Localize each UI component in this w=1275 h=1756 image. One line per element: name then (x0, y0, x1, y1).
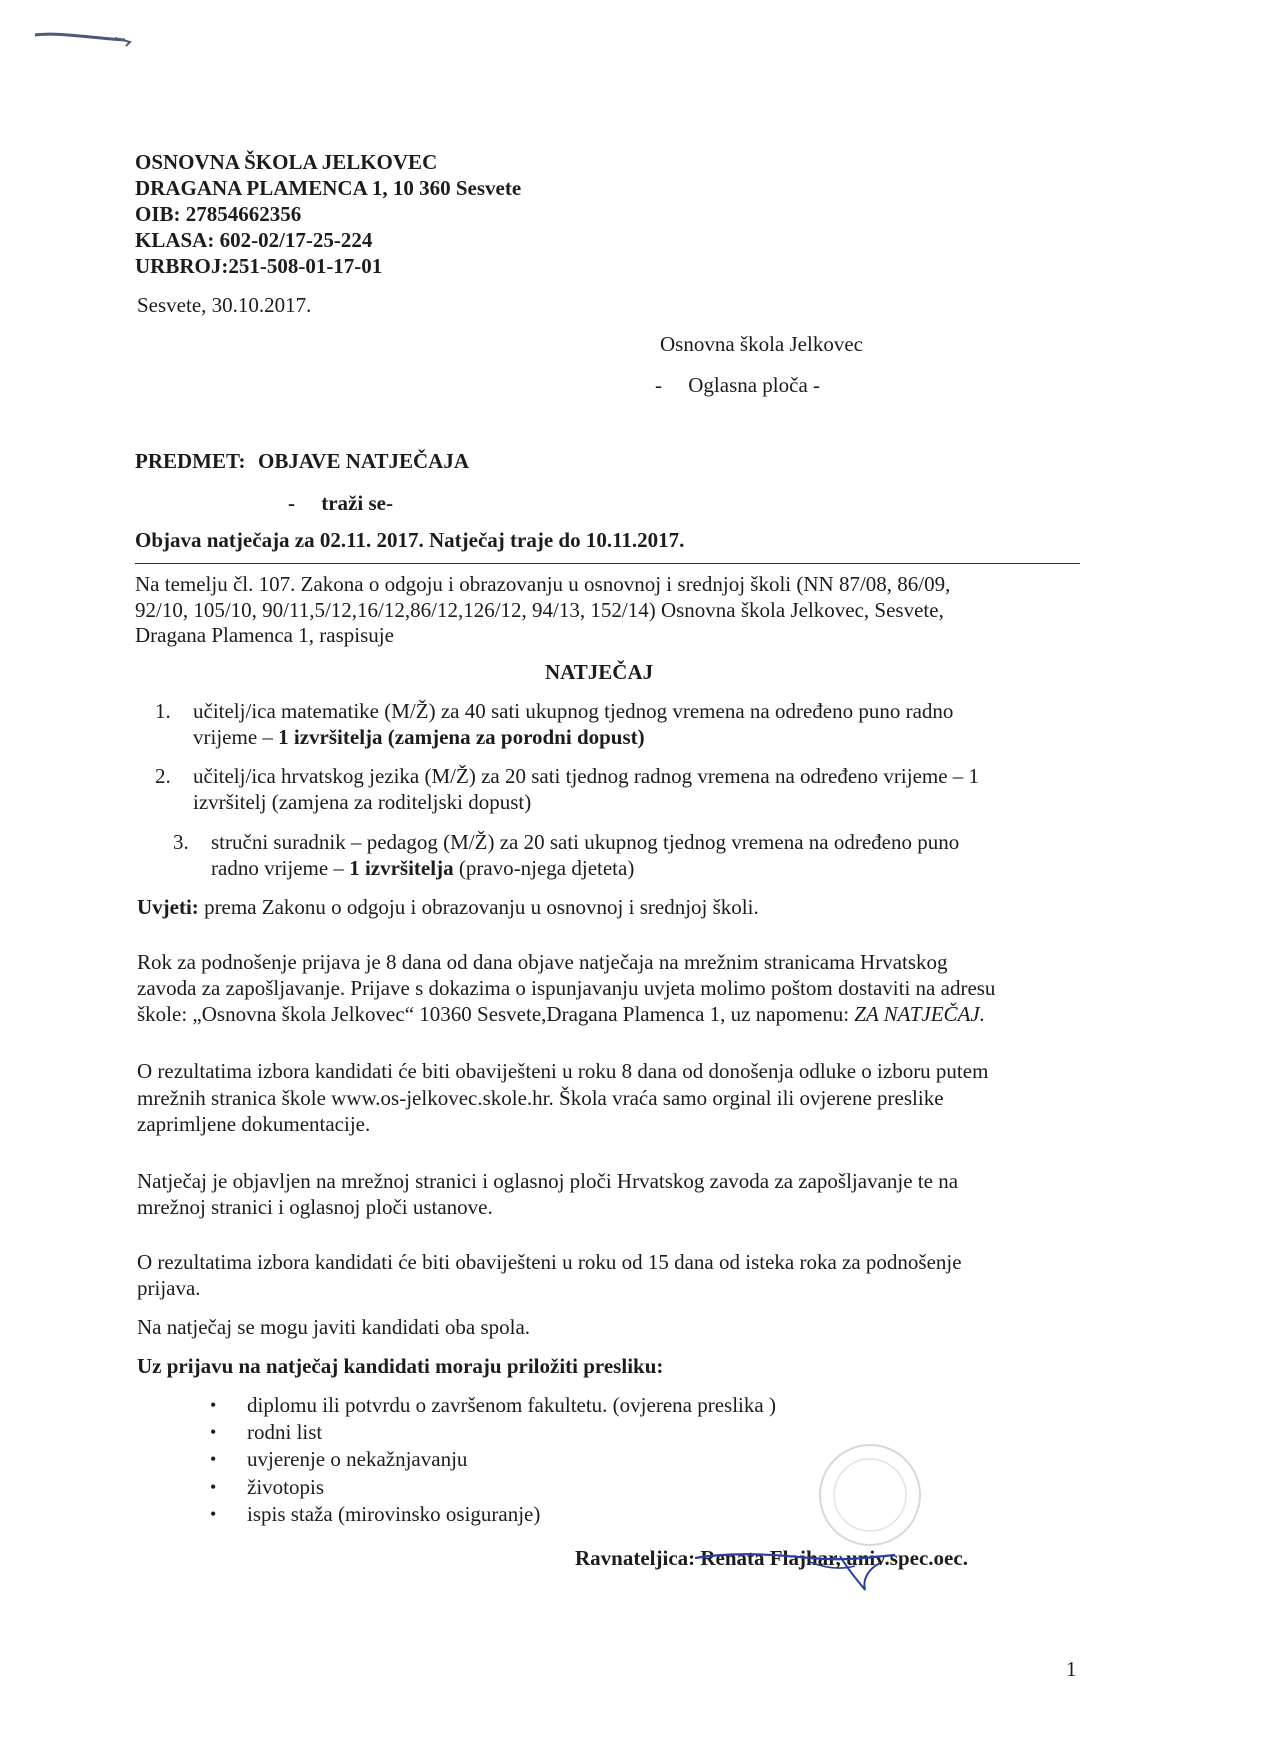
results2-line2: prijava. (137, 1276, 201, 1300)
klasa: KLASA: 602-02/17-25-224 (135, 228, 373, 252)
position-2-number: 2. (155, 764, 171, 788)
position-3-line1: stručni suradnik – pedagog (M/Ž) za 20 sati ukupnog tjednog vremena na određeno puno (211, 830, 960, 854)
position-3-number: 3. (173, 830, 189, 854)
position-1-line2-bold: 1 izvršitelja (zamjena za porodni dopust) (278, 725, 645, 749)
results1-line1: O rezultatima izbora kandidati će biti obaviješteni u roku 8 dana od donošenja odluke o izboru putem (137, 1059, 989, 1083)
subject-sub: - traži se- (288, 491, 393, 515)
conditions-text: prema Zakonu o odgoju i obrazovanju u osnovnoj i srednjoj školi. (198, 895, 759, 919)
divider (135, 563, 1080, 564)
bullet-2: • (210, 1422, 217, 1442)
school-address: DRAGANA PLAMENCA 1, 10 360 Sesvete (135, 176, 522, 200)
results1-line2: mrežnih stranica škole www.os-jelkovec.skole.hr. Škola vraća samo orginal ili ovjerene preslike (137, 1086, 944, 1110)
both-sexes: Na natječaj se mogu javiti kandidati oba spola. (137, 1315, 531, 1339)
conditions-label: Uvjeti: (137, 895, 199, 919)
place-date: Sesvete, 30.10.2017. (137, 293, 312, 317)
subject-label: PREDMET: (135, 449, 246, 473)
publishing-line1: Natječaj je objavljen na mrežnoj stranici i oglasnoj ploči Hrvatskog zavoda za zapošljavanje te na (137, 1169, 959, 1193)
position-3-line2 (211, 855, 634, 882)
publication-period: Objava natječaja za 02.11. 2017. Natječaj traje do 10.11.2017. (135, 528, 685, 552)
position-3-line2-text: radno vrijeme – (211, 856, 350, 880)
attachment-item-4: životopis (247, 1475, 324, 1499)
attachment-item-3: uvjerenje o nekažnjavanju (247, 1447, 468, 1471)
school-oib: OIB: 27854662356 (135, 202, 302, 226)
bullet-3: • (210, 1449, 217, 1469)
attachments-title: Uz prijavu na natječaj kandidati moraju priložiti presliku: (137, 1354, 664, 1378)
position-1-line2-text: vrijeme – (193, 725, 279, 749)
urbroj: URBROJ:251-508-01-17-01 (135, 254, 383, 278)
subject-value: OBJAVE NATJEČAJA (258, 449, 470, 473)
deadline-note: ZA NATJEČAJ. (854, 1002, 985, 1026)
position-1-line2 (193, 724, 645, 751)
position-1-line1: učitelj/ica matematike (M/Ž) za 40 sati ukupnog tjednog vremena na određeno puno radno (193, 699, 954, 723)
signature-name: Renata Flajhar, univ.spec.oec. (695, 1546, 968, 1570)
intro-line2: 92/10, 105/10, 90/11,5/12,16/12,86/12,126/12, 94/13, 152/14) Osnovna škola Jelkovec, Sesvete, (135, 598, 944, 622)
bullet-5: • (210, 1504, 217, 1524)
position-2-line1: učitelj/ica hrvatskog jezika (M/Ž) za 20 sati tjednog radnog vremena na određeno vrijeme – 1 (193, 764, 980, 788)
intro-line3: Dragana Plamenca 1, raspisuje (135, 623, 394, 647)
bullet-4: • (210, 1477, 217, 1497)
natjecaj-title: NATJEČAJ (545, 660, 654, 684)
deadline-line1: Rok za podnošenje prijava je 8 dana od dana objave natječaja na mrežnim stranicama Hrvatskog (137, 950, 948, 974)
school-name: OSNOVNA ŠKOLA JELKOVEC (135, 150, 438, 174)
recipient-line1: Osnovna škola Jelkovec (660, 332, 863, 356)
results2-line1: O rezultatima izbora kandidati će biti obaviješteni u roku od 15 dana od isteka roka za podnošenje (137, 1250, 962, 1274)
conditions (137, 894, 759, 921)
position-3-line2-bold: 1 izvršitelja (349, 856, 454, 880)
attachment-item-2: rodni list (247, 1420, 323, 1444)
results1-line3: zaprimljene dokumentacije. (137, 1112, 371, 1136)
deadline-line3 (137, 1001, 985, 1028)
page-number: 1 (1066, 1657, 1077, 1681)
publishing-line2: mrežnoj stranici i oglasnoj ploči ustanove. (137, 1195, 493, 1219)
position-3-line2-tail: (pravo-njega djeteta) (453, 856, 635, 880)
position-1-number: 1. (155, 699, 171, 723)
attachment-item-5: ispis staža (mirovinsko osiguranje) (247, 1502, 541, 1526)
bullet-1: • (210, 1395, 217, 1415)
handwritten-signature (690, 1528, 910, 1598)
deadline-line3-text: škole: „Osnovna škola Jelkovec“ 10360 Sesvete,Dragana Plamenca 1, uz napomenu: (137, 1002, 855, 1026)
position-2-line2: izvršitelj (zamjena za roditeljski dopust) (193, 790, 532, 814)
recipient-line2: - Oglasna ploča - (655, 373, 821, 397)
signature-label: Ravnateljica: (575, 1546, 696, 1570)
attachment-item-1: diplomu ili potvrdu o završenom fakultetu. (ovjerena preslika ) (247, 1393, 776, 1417)
scan-mark (30, 20, 140, 50)
intro-line1: Na temelju čl. 107. Zakona o odgoju i obrazovanju u osnovnoj i srednjoj školi (NN 87/08, 86/09, (135, 572, 951, 596)
deadline-line2: zavoda za zapošljavanje. Prijave s dokazima o ispunjavanju uvjeta molimo poštom dostaviti na adresu (137, 976, 996, 1000)
